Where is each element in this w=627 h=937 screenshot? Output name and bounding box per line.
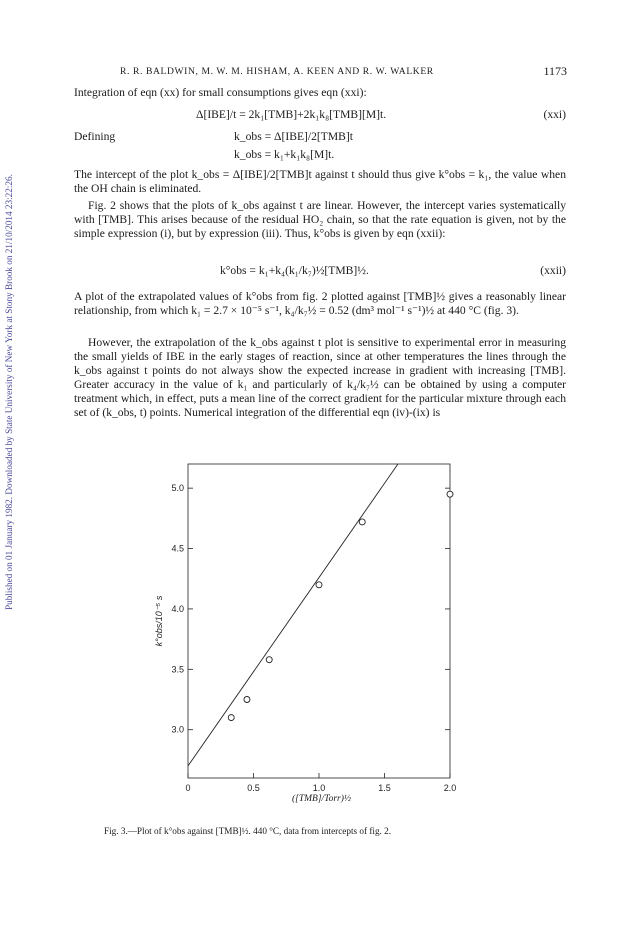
paragraph-fig2: Fig. 2 shows that the plots of k_obs against t are linear. However, the intercept varies systematically with [TMB]. This arises because of the residual HO₂ chain, so that the rate equation is given, not by the simple expression (i), but by expression (iii). Thus, k°obs is given by eqn (xxii): [74,199,566,240]
y-axis-label: k°obs/10⁻⁵ s [154,595,164,647]
x-tick-label: 1.0 [312,783,326,793]
fit-line [188,464,398,766]
watermark-text: Published on 01 January 1982. Downloaded by State University of New York at Stony Brook on 21/10/2014 23:22:26. [4,174,14,610]
header-authors: R. R. BALDWIN, M. W. M. HISHAM, A. KEEN AND R. W. WALKER [120,66,434,77]
data-point [266,657,272,663]
data-point [228,715,234,721]
x-tick-label: 0.5 [247,783,260,793]
plot-frame [188,464,450,778]
defining-label: Defining [74,130,116,143]
paragraph-extrapolated: A plot of the extrapolated values of k°obs from fig. 2 plotted against [TMB]½ gives a reasonably linear relationship, from which k₁ = 2.7 × 10⁻⁵ s⁻¹, k₄/k₇½ = 0.52 (dm³ mol⁻¹ s⁻¹)½ at 440 °C (fig. 3). [74,290,566,317]
intro-line: Integration of eqn (xx) for small consumptions gives eqn (xxi): [74,86,367,99]
y-tick-label: 3.0 [171,724,184,735]
x-tick-label: 2.0 [443,783,457,793]
y-tick-label: 4.5 [171,543,184,554]
y-tick-label: 4.0 [171,603,184,614]
equation-definition-1: k_obs = Δ[IBE]/2[TMB]t [234,130,353,143]
x-tick-label: 0 [185,783,191,793]
figure-3 [150,440,470,805]
data-point [316,582,322,588]
equation-xxii: k°obs = k₁+k₄(k₁/k₇)½[TMB]½. [220,264,369,277]
x-tick-label: 1.5 [378,783,391,793]
data-point [359,519,365,525]
equation-xxi-label: (xxi) [543,108,566,121]
x-axis-label: ([TMB]/Torr)½ [292,794,352,804]
paragraph-sensitivity: However, the extrapolation of the k_obs against t plot is sensitive to experimental error in measuring the small yields of IBE in the early stages of reaction, since at other temperatures the lines through the k_obs against t points do not always show the expected increase in gradient with increasing [TMB]. Greater accuracy in the value of k₁ and particularly of k₄/k₇½ can be obtained by using a computer treatment which, in effect, puts a mean line of the correct gradient for the particular mixture through each set of (k_obs, t) points. Numerical integration of the differential eqn (iv)-(ix) is [74,336,566,419]
running-header [120,66,567,77]
scatter-plot [150,440,470,800]
data-point [244,697,250,703]
page-number: 1173 [543,64,567,78]
data-point [447,491,453,497]
download-watermark [2,90,20,610]
equation-xxii-label: (xxii) [540,264,566,277]
y-tick-label: 3.5 [171,664,184,675]
y-tick-label: 5.0 [171,483,184,494]
equation-definition-2: k_obs = k₁+k₁k₈[M]t. [234,148,335,161]
equation-xxi: Δ[IBE]/t = 2k₁[TMB]+2k₁k₈[TMB][M]t. [196,108,387,121]
figure-caption: Fig. 3.—Plot of k°obs against [TMB]½. 440 °C, data from intercepts of fig. 2. [104,826,392,836]
paragraph-intercept: The intercept of the plot k_obs = Δ[IBE]/2[TMB]t against t should thus give k°obs = k₁, the value when the OH chain is eliminated. [74,168,566,195]
